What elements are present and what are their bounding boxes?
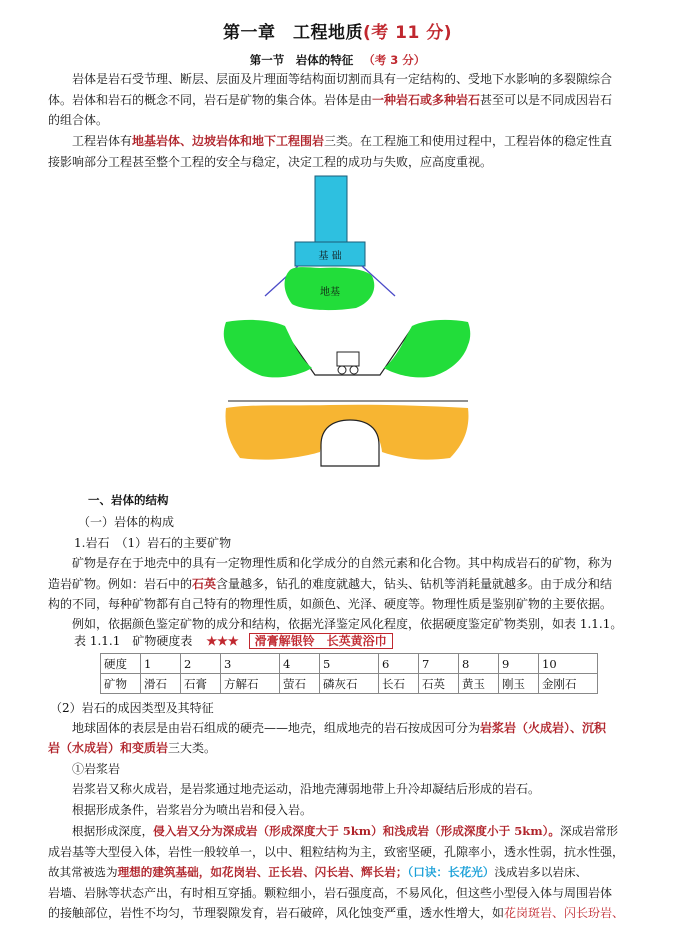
para1-line3: 的组合体。 [48, 113, 109, 127]
para3-line2: 造岩矿物。例如：岩石中的石英含量越多，钻孔的难度就越大，钻头、钻机等消耗量就越多。由于成分和结 [48, 577, 613, 591]
table-row [101, 654, 598, 674]
para2-line2: 接影响部分工程甚至整个工程的安全与稳定，决定工程的成功与失败，应高度重视。 [48, 155, 493, 169]
table-cell: 3 [221, 654, 280, 674]
foundation-label: 基 础 [318, 251, 342, 262]
para6: 根据形成条件，岩浆岩分为喷出岩和侵入岩。 [72, 803, 313, 817]
para3-line3: 构的不同，每种矿物都有自己特有的物理性质，如颜色、光泽、硬度等。物理性质是鉴别矿物的主要依据。 [48, 597, 613, 611]
para2-line1: 工程岩体有地基岩体、边坡岩体和地下工程围岩三类。在工程施工和使用过程中，工程岩体的稳定性直 [72, 134, 613, 148]
table-cell: 10 [539, 654, 598, 674]
section-score: （考 3 分） [363, 53, 426, 67]
table-cell: 石膏 [181, 674, 221, 694]
vehicle-wheel [350, 366, 358, 374]
table-cell: 磷灰石 [320, 674, 379, 694]
table-cell: 刚玉 [499, 674, 539, 694]
vehicle-body [337, 352, 359, 366]
para5: 岩浆岩又称火成岩，是岩浆通过地壳运动，沿地壳薄弱地带上升冷却凝结后形成的岩石。 [72, 782, 541, 796]
slope-rock-right [384, 320, 470, 378]
chapter-score: (考 11 分) [362, 23, 453, 43]
heading-igneous-rock: ①岩浆岩 [72, 762, 121, 776]
table-row [101, 674, 598, 694]
section-title: 第一节 岩体的特征 （考 3 分） [249, 53, 426, 67]
importance-stars: ★★★ [206, 634, 239, 648]
heading-minerals: 1.岩石 （1）岩石的主要矿物 [74, 536, 232, 550]
para1-line2: 体。岩体和岩石的概念不同，岩石是矿物的集合体。岩体是由一种岩石或多种岩石甚至可以是不同成因岩石 [48, 93, 613, 107]
para4-line2: 岩（水成岩）和变质岩三大类。 [48, 741, 217, 755]
slope-rock-left [224, 320, 312, 378]
para7-line1: 根据形成深度，侵入岩又分为深成岩（形成深度大于 5km）和浅成岩（形成深度小于 5km）。深成岩常形 [72, 824, 618, 838]
heading-rock-origin: （2）岩石的成因类型及其特征 [50, 701, 214, 715]
table-cell: 2 [181, 654, 221, 674]
table-cell: 8 [459, 654, 499, 674]
mineral-hardness-table [100, 653, 598, 694]
table-cell: 7 [419, 654, 459, 674]
para4-line1: 地球固体的表层是由岩石组成的硬壳——地壳，组成地壳的岩石按成因可分为岩浆岩（火成岩）、沉积 [72, 721, 607, 735]
table-cell: 黄玉 [459, 674, 499, 694]
mnemonic-box: 滑膏解银铃 长英黄浴巾 [249, 633, 393, 649]
tunnel-opening [321, 420, 379, 466]
para7-line2: 成岩基等大型侵入体，岩性一般较单一，以中、粗粒结构为主，致密坚硬，孔隙率小，透水性弱，抗水性强， [48, 845, 625, 859]
table-cell: 萤石 [280, 674, 320, 694]
table-cell: 5 [320, 654, 379, 674]
heading-rock-structure: 一、岩体的结构 [88, 493, 169, 507]
table-cell: 金刚石 [539, 674, 598, 694]
table-cell: 硬度 [101, 654, 141, 674]
vehicle-wheel [338, 366, 346, 374]
table-cell: 石英 [419, 674, 459, 694]
table-cell: 9 [499, 654, 539, 674]
table-cell: 方解石 [221, 674, 280, 694]
ground-label: 地基 [320, 287, 340, 298]
para3-line4: 例如，依据颜色鉴定矿物的成分和结构，依据光泽鉴定风化程度，依据硬度鉴定矿物类别，如表 1.1.1。 [72, 617, 623, 631]
table-cell: 1 [141, 654, 181, 674]
heading-rock-composition: （一）岩体的构成 [78, 515, 175, 529]
para7-line4: 岩墙、岩脉等状态产出，有时相互穿插。颗粒细小，岩石强度高，不易风化，但这些小型侵入体与周围岩体 [48, 886, 613, 900]
table-cell: 矿物 [101, 674, 141, 694]
table-caption: 表 1.1.1 矿物硬度表 ★★★ 滑膏解银铃 长英黄浴巾 [74, 632, 393, 649]
engineering-rock-figure [0, 170, 675, 480]
table-cell: 6 [379, 654, 419, 674]
para7-line3: 故其常被选为理想的建筑基础，如花岗岩、正长岩、闪长岩、辉长岩；（口诀：长花光）浅成岩多以岩床、 [48, 865, 588, 879]
para3-line1: 矿物是存在于地壳中的具有一定物理性质和化学成分的自然元素和化合物。其中构成岩石的矿物，称为 [72, 556, 613, 570]
building-column [315, 176, 347, 244]
table-cell: 长石 [379, 674, 419, 694]
para1-line1: 岩体是岩石受节理、断层、层面及片理面等结构面切割而具有一定结构的、受地下水影响的多裂隙综合 [72, 72, 613, 86]
chapter-title: 第一章 工程地质(考 11 分) [222, 23, 453, 43]
table-cell: 滑石 [141, 674, 181, 694]
para7-line5: 的接触部位，岩性不均匀，节理裂隙发育，岩石破碎，风化蚀变严重，透水性增大，如花岗斑岩、闪长玢岩、 [48, 906, 625, 920]
table-cell: 4 [280, 654, 320, 674]
